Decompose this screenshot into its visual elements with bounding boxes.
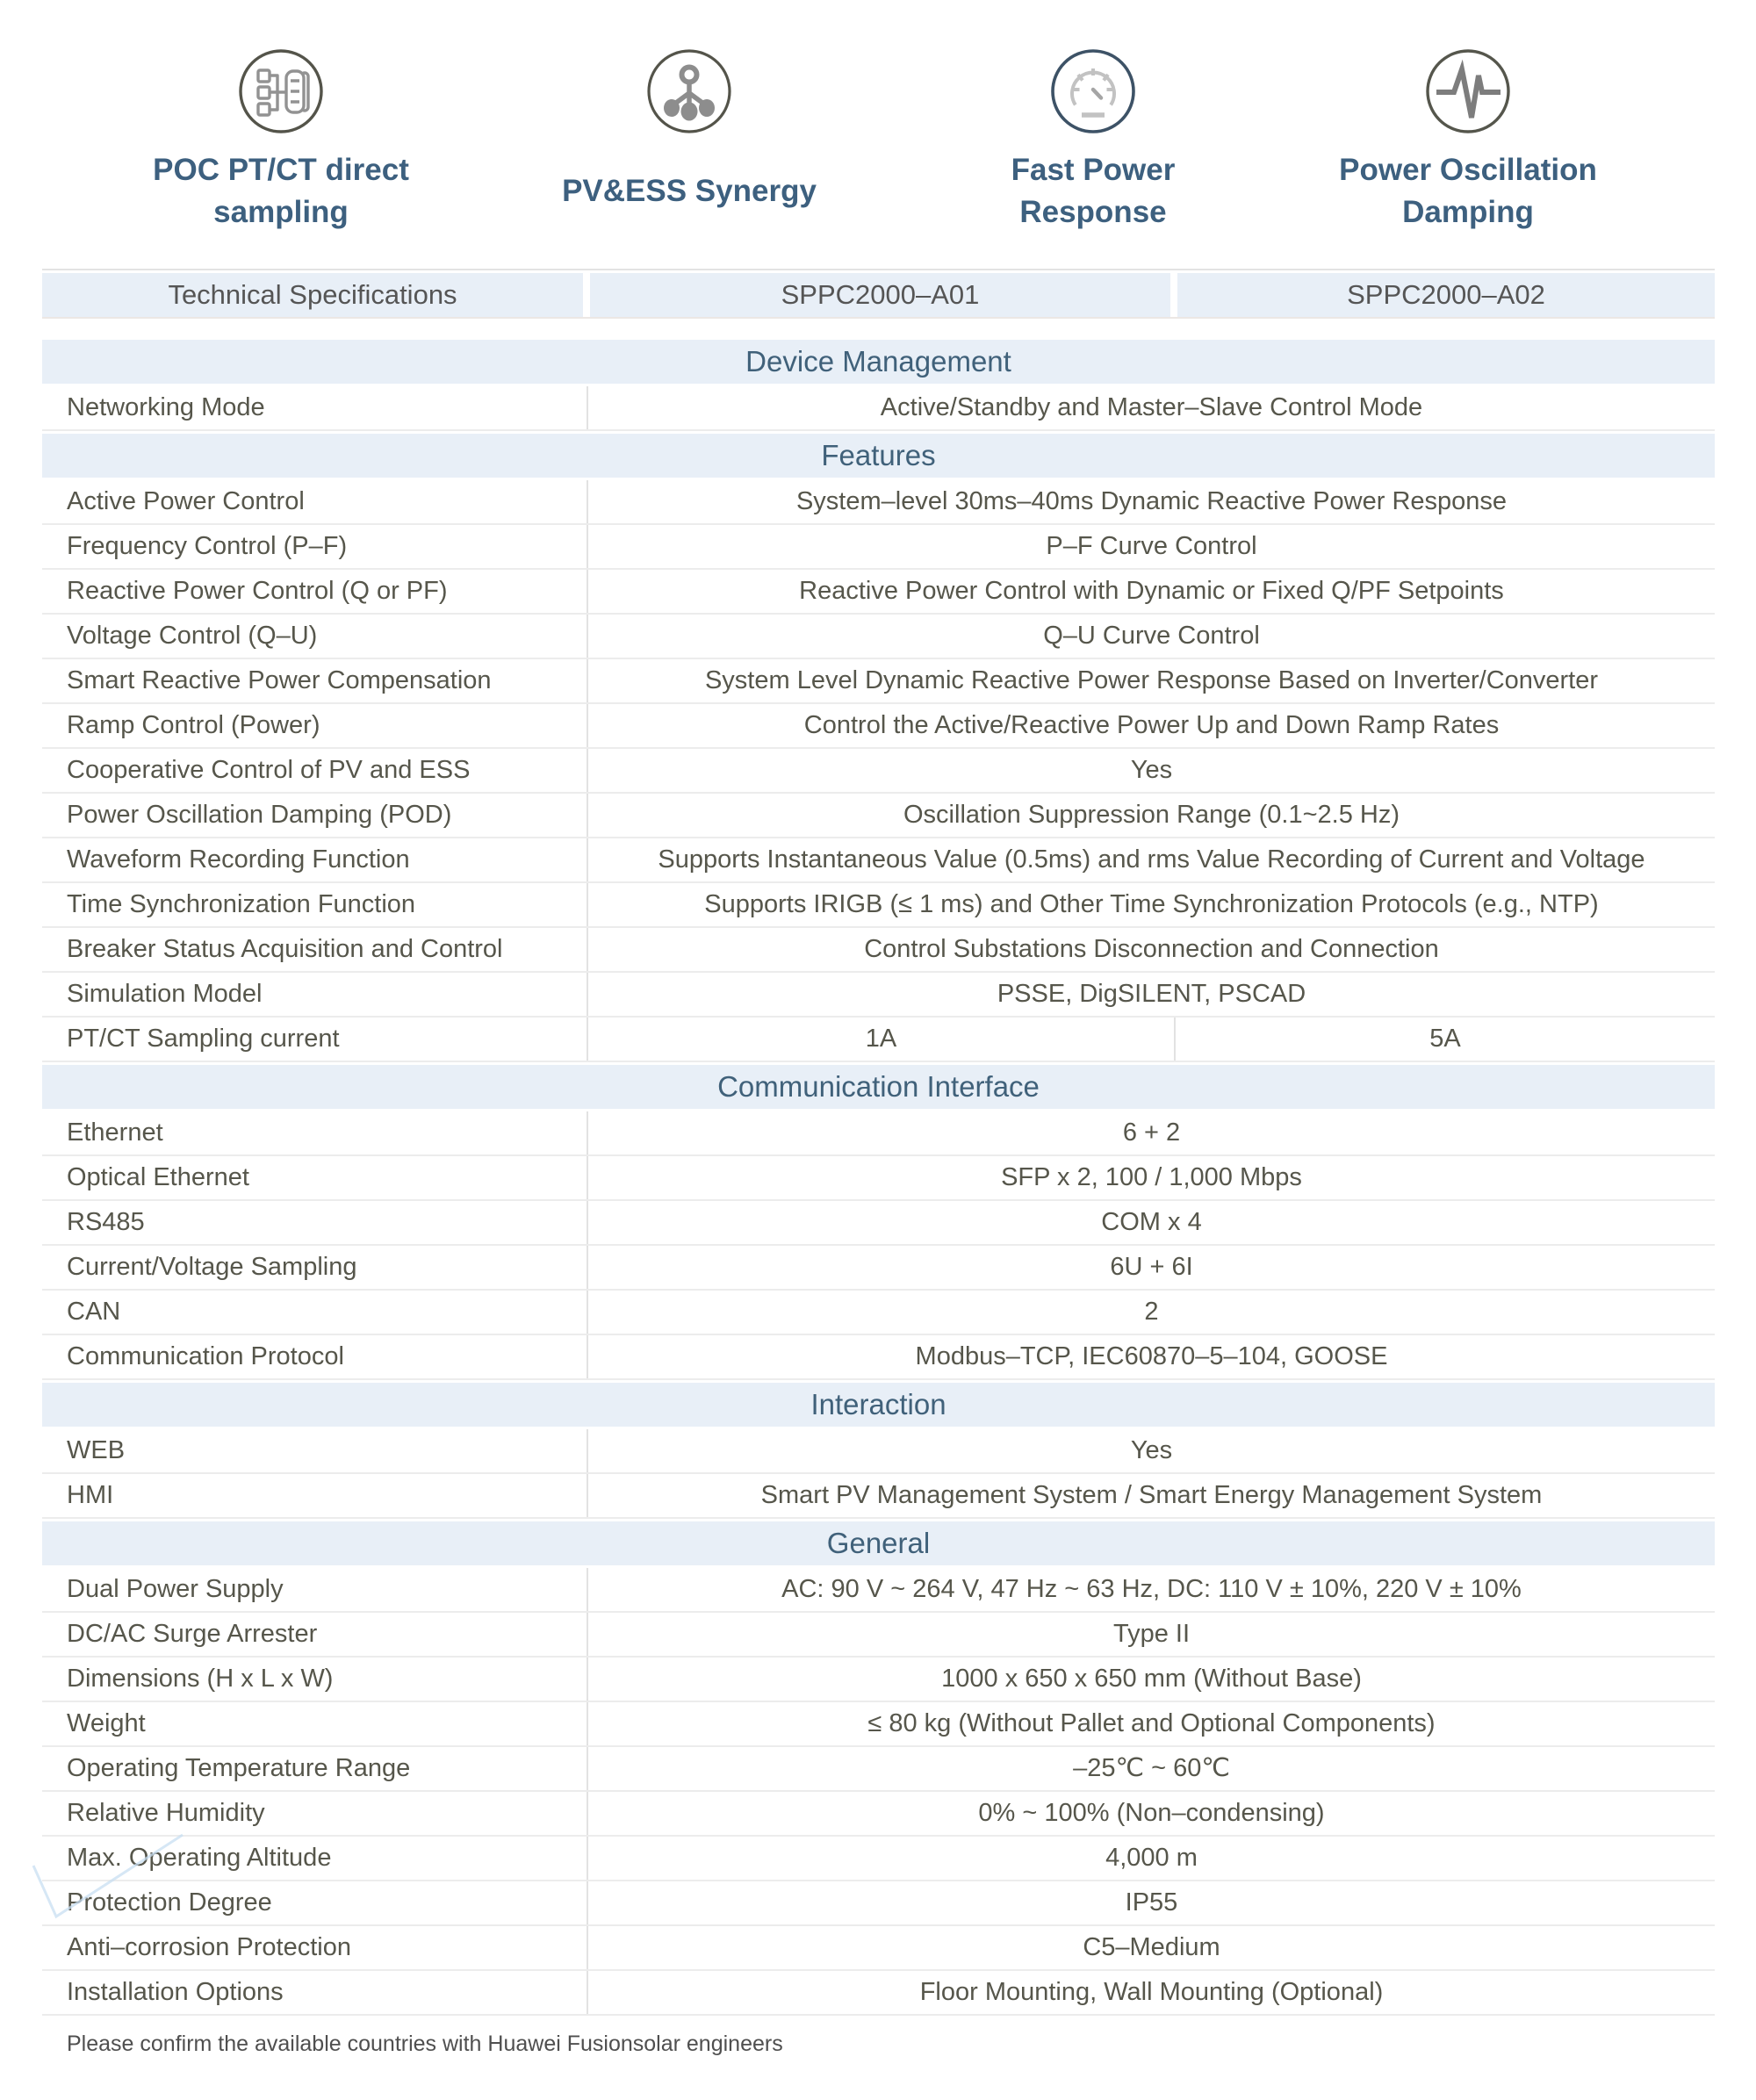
spec-value: 4,000 m [587, 1837, 1715, 1880]
spec-value: AC: 90 V ~ 264 V, 47 Hz ~ 63 Hz, DC: 110 V ± 10%, 220 V ± 10% [587, 1568, 1715, 1611]
flowchart-sampling-icon [237, 47, 325, 135]
spec-row [42, 1156, 1715, 1201]
spec-value: Modbus–TCP, IEC60870–5–104, GOOSE [587, 1335, 1715, 1378]
spec-label: Current/Voltage Sampling [67, 1253, 357, 1281]
spec-label: Active Power Control [67, 487, 305, 515]
spec-row [42, 659, 1715, 704]
spec-value: Oscillation Suppression Range (0.1~2.5 Hz) [587, 794, 1715, 837]
spec-value: 1000 x 650 x 650 mm (Without Base) [587, 1658, 1715, 1701]
section-header: General [42, 1521, 1715, 1565]
spec-row [42, 1246, 1715, 1291]
spec-label: Waveform Recording Function [67, 845, 410, 874]
spec-value: Smart PV Management System / Smart Energy Management System [587, 1474, 1715, 1517]
spec-value: Type II [587, 1613, 1715, 1656]
spec-value-a02: 5A [1174, 1018, 1715, 1061]
spec-value: System Level Dynamic Reactive Power Response Based on Inverter/Converter [587, 659, 1715, 702]
spec-label: WEB [67, 1436, 126, 1464]
spec-row [42, 1429, 1715, 1474]
spec-row [42, 1837, 1715, 1881]
spec-row [42, 386, 1715, 431]
spec-value: ≤ 80 kg (Without Pallet and Optional Components) [587, 1702, 1715, 1745]
spec-label: Dual Power Supply [67, 1575, 284, 1603]
spec-row [42, 525, 1715, 570]
spec-value: SFP x 2, 100 / 1,000 Mbps [587, 1156, 1715, 1199]
spec-value: IP55 [587, 1881, 1715, 1924]
spec-row [42, 1926, 1715, 1971]
spec-label: Dimensions (H x L x W) [67, 1665, 334, 1693]
spec-row [42, 1335, 1715, 1380]
spec-value: Yes [587, 749, 1715, 792]
section-header: Device Management [42, 340, 1715, 384]
spec-label: DC/AC Surge Arrester [67, 1620, 318, 1648]
spec-label: Cooperative Control of PV and ESS [67, 756, 471, 784]
spec-row [42, 838, 1715, 883]
network-synergy-icon [645, 47, 733, 135]
spec-label: Weight [67, 1709, 146, 1737]
spec-label: Anti–corrosion Protection [67, 1933, 351, 1961]
spec-label: Operating Temperature Range [67, 1754, 411, 1782]
section-header: Interaction [42, 1383, 1715, 1427]
section-header: Features [42, 434, 1715, 478]
spec-label: PT/CT Sampling current [67, 1025, 340, 1053]
feature-power-oscillation-damping [1249, 35, 1688, 234]
spec-row [42, 1792, 1715, 1837]
pulse-wave-icon [1424, 47, 1512, 135]
spec-row [42, 1111, 1715, 1156]
spec-table [42, 269, 1715, 2016]
spec-row [42, 570, 1715, 615]
footer-note: Please confirm the available countries with Huawei Fusionsolar engineers [67, 2032, 783, 2056]
spec-label: Smart Reactive Power Compensation [67, 666, 492, 694]
spec-row [42, 1018, 1715, 1062]
spec-label: Optical Ethernet [67, 1163, 249, 1191]
spec-label: Breaker Status Acquisition and Control [67, 935, 503, 963]
spec-value: PSSE, DigSILENT, PSCAD [587, 973, 1715, 1016]
header-model-a02: SPPC2000–A02 [1177, 273, 1715, 317]
spec-label: Networking Mode [67, 393, 265, 421]
spec-row [42, 1971, 1715, 2016]
spec-row [42, 1881, 1715, 1926]
spec-row [42, 749, 1715, 794]
spec-row [42, 1702, 1715, 1747]
spec-label: Ramp Control (Power) [67, 711, 320, 739]
spec-label: Frequency Control (P–F) [67, 532, 348, 560]
spec-row [42, 480, 1715, 525]
spec-row [42, 973, 1715, 1018]
spec-label: Power Oscillation Damping (POD) [67, 801, 452, 829]
spec-row [42, 1568, 1715, 1613]
spec-value: Reactive Power Control with Dynamic or Fixed Q/PF Setpoints [587, 570, 1715, 613]
spec-label: Voltage Control (Q–U) [67, 622, 318, 650]
spec-value: System–level 30ms–40ms Dynamic Reactive Power Response [587, 480, 1715, 523]
section-header: Communication Interface [42, 1065, 1715, 1109]
spec-value: Supports IRIGB (≤ 1 ms) and Other Time Synchronization Protocols (e.g., NTP) [587, 883, 1715, 926]
spec-value: C5–Medium [587, 1926, 1715, 1969]
spec-row [42, 1747, 1715, 1792]
spec-row [42, 794, 1715, 838]
spec-value: 0% ~ 100% (Non–condensing) [587, 1792, 1715, 1835]
spec-label: CAN [67, 1298, 121, 1326]
spec-label: HMI [67, 1481, 114, 1509]
feature-label: PV&ESS Synergy [562, 174, 817, 208]
gauge-icon [1049, 47, 1137, 135]
spec-label: Communication Protocol [67, 1342, 344, 1370]
feature-poc-ptct-sampling [61, 35, 500, 234]
spec-row [42, 1474, 1715, 1519]
spec-table-header [42, 269, 1715, 319]
spec-row [42, 928, 1715, 973]
spec-value: Control the Active/Reactive Power Up and Down Ramp Rates [587, 704, 1715, 747]
spec-value-a01: 1A [587, 1018, 1174, 1061]
spec-value: Control Substations Disconnection and Connection [587, 928, 1715, 971]
feature-label: Fast Power Response [1011, 153, 1176, 229]
spec-row [42, 1658, 1715, 1702]
feature-label: POC PT/CT direct sampling [153, 153, 409, 229]
spec-row [42, 1613, 1715, 1658]
spec-value: Supports Instantaneous Value (0.5ms) and rms Value Recording of Current and Voltage [587, 838, 1715, 881]
spec-value: P–F Curve Control [587, 525, 1715, 568]
spec-row [42, 1291, 1715, 1335]
spec-value: Yes [587, 1429, 1715, 1472]
spec-value: Q–U Curve Control [587, 615, 1715, 658]
spec-label: Protection Degree [67, 1888, 272, 1917]
spec-row [42, 704, 1715, 749]
spec-value: Floor Mounting, Wall Mounting (Optional) [587, 1971, 1715, 2014]
spec-value: Active/Standby and Master–Slave Control Mode [587, 386, 1715, 429]
watermark-mark [18, 1828, 202, 1933]
spec-value: 6 + 2 [587, 1111, 1715, 1154]
spec-label: Relative Humidity [67, 1799, 265, 1827]
spec-label: Time Synchronization Function [67, 890, 416, 918]
spec-label: RS485 [67, 1208, 145, 1236]
spec-table-body [42, 340, 1715, 2016]
spec-label: Max. Operating Altitude [67, 1844, 332, 1872]
spec-value: 6U + 6I [587, 1246, 1715, 1289]
spec-value: –25℃ ~ 60℃ [587, 1747, 1715, 1790]
feature-label: Power Oscillation Damping [1339, 153, 1597, 229]
spec-row [42, 883, 1715, 928]
spec-label: Simulation Model [67, 980, 263, 1008]
header-model-a01: SPPC2000–A01 [590, 273, 1170, 317]
feature-pv-ess-synergy [470, 35, 909, 234]
spec-label: Ethernet [67, 1118, 163, 1147]
spec-value: 2 [587, 1291, 1715, 1334]
feature-fast-power-response [874, 35, 1313, 234]
header-technical-specifications: Technical Specifications [42, 273, 583, 317]
spec-label: Installation Options [67, 1978, 284, 2006]
spec-row [42, 615, 1715, 659]
spec-label: Reactive Power Control (Q or PF) [67, 577, 448, 605]
spec-row [42, 1201, 1715, 1246]
spec-value: COM x 4 [587, 1201, 1715, 1244]
